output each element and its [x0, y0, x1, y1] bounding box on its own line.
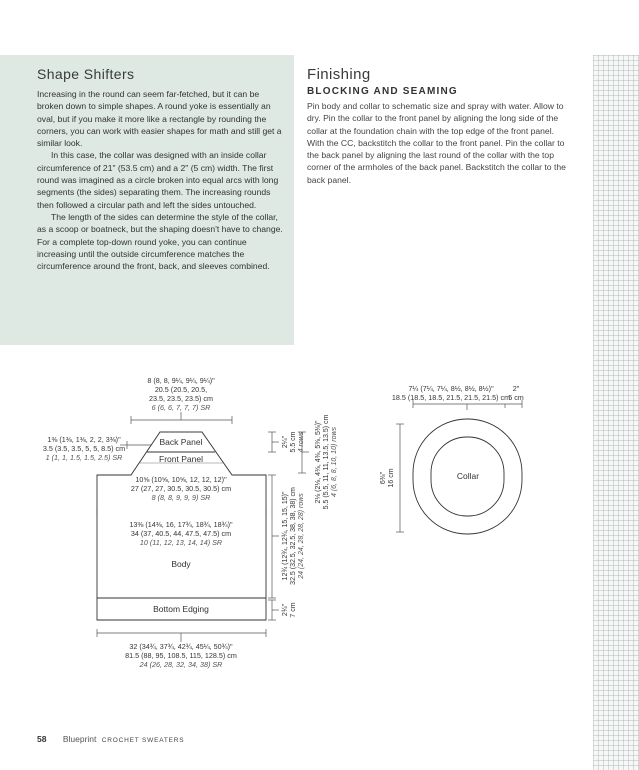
sidebar-body — [37, 88, 287, 272]
shoulder-line: 3.5 (3.5, 3.5, 5, 5, 8.5) cm — [42, 444, 126, 453]
section-body: Pin body and collar to schematic size and spray with water. Allow to dry. Pin the collar to the front panel by aligning the long side of the collar at the foundation chain with the top edge of the front panel. With the CC, backstitch the collar to the front panel. Pin the collar to the back panel by aligning the last round of the collar with the top corner of the armholes of the back panel. Backstitch the collar to the back panel. — [307, 101, 566, 185]
collar-band-line: 2" — [512, 384, 520, 393]
section-title: Finishing — [307, 66, 371, 83]
collar-width-line: 7¼ (7¼, 7¼, 8½, 8½, 8½)" — [408, 384, 494, 393]
hem-width-line: 32 (34¾, 37¾, 42¾, 45¼, 50¾)" — [129, 642, 233, 651]
body-length-line: 24 (24, 24, 28, 28, 28) rows — [298, 493, 305, 579]
collar-height-line: 16 cm — [388, 468, 395, 488]
top-width-line: 23.5, 23.5, 23.5) cm — [149, 394, 213, 403]
collar-height-line: 6⅜" — [380, 471, 387, 485]
book-subtitle: CROCHET SWEATERS — [101, 737, 185, 744]
chest-width-line: 10⅝ (10⅝, 10⅝, 12, 12, 12)" — [135, 475, 227, 484]
page-number: 58 — [37, 734, 47, 744]
body-length-line: 32.5 (32.5, 32.5, 38, 38, 38) cm — [290, 487, 297, 585]
back-panel-label: Back Panel — [159, 437, 203, 447]
bottom-edging-label: Bottom Edging — [153, 604, 209, 614]
edging-depth-line: 2¾" — [282, 603, 289, 617]
body-length-line: 12¾ (12¾, 12¾, 15, 15, 15)" — [282, 491, 289, 581]
chest-width-line: 27 (27, 27, 30.5, 30.5, 30.5) cm — [130, 484, 232, 493]
body-width-line: 10 (11, 12, 13, 14, 14) SR — [139, 538, 223, 547]
armhole-depth-line: 2⅛ (2⅛, 4⅜, 4⅜, 5⅜, 5⅜)" — [315, 420, 322, 504]
page-footer — [37, 734, 184, 744]
body-width-line: 13⅜ (14⅜, 16, 17¾, 18¾, 18¾)" — [129, 520, 233, 529]
sidebar-title: Shape Shifters — [37, 66, 135, 82]
collar-label: Collar — [456, 471, 480, 481]
sidebar-paragraph: Increasing in the round can seem far-fetched, but it can be broken down to simple shapes. A round yoke is essentially an oval, but if you make it more like a rectangle by rounding the corners, you can work with easier shapes for math and still get a similar look. — [37, 89, 282, 149]
collar-band-line: 5 cm — [508, 393, 524, 402]
sidebar-paragraph: The length of the sides can determine the style of the collar, as a scoop or boatneck, but the shaping doesn't have to change. For a complete top-down round yoke, you can continue increasing until the outside circumference matches the circumference around the front, back, and sleeves combined. — [37, 211, 283, 272]
section-subtitle: BLOCKING AND SEAMING — [307, 86, 458, 97]
sidebar-paragraph: In this case, the collar was designed with an inside collar circumference of 21" (53.5 cm) and a 2" (5 cm) width. The first round was imagined as a circle broken into equal arcs with long segments (the sides) separating them. The increasing rounds then followed a circular path and left the sides untouched. — [37, 150, 279, 210]
shoulder-line: 1 (1, 1, 1.5, 1.5, 2.5) SR — [45, 453, 123, 462]
top-width-line: 20.5 (20.5, 20.5, — [154, 385, 208, 394]
edging-depth-line: 7 cm — [290, 602, 297, 618]
armhole-depth-line: 4 (6, 8, 8, 10, 10) rows — [331, 426, 338, 498]
front-panel-label: Front Panel — [159, 454, 203, 464]
hem-width-line: 24 (26, 28, 32, 34, 38) SR — [139, 660, 223, 669]
graph-paper-strip — [593, 0, 639, 770]
schematic-diagram — [0, 360, 593, 670]
book-title: Blueprint — [62, 734, 97, 744]
neck-depth-line: 5.5 cm — [290, 431, 297, 453]
body-label: Body — [171, 559, 191, 569]
top-width-line: 8 (8, 8, 9¼, 9¼, 9¼)" — [147, 376, 215, 385]
armhole-depth-line: 5.5 (5.5, 11, 11, 13.5, 13.5) cm — [323, 414, 330, 510]
top-width-line: 6 (6, 6, 7, 7, 7) SR — [151, 403, 211, 412]
neck-depth-line: 4 rows — [298, 431, 305, 453]
hem-width-line: 81.5 (88, 95, 108.5, 115, 128.5) cm — [125, 651, 237, 660]
chest-width-line: 8 (8, 8, 9, 9, 9) SR — [151, 493, 211, 502]
body-width-line: 34 (37, 40.5, 44, 47.5, 47.5) cm — [130, 529, 232, 538]
shoulder-line: 1⅜ (1⅜, 1⅜, 2, 2, 3⅜)" — [47, 435, 121, 444]
neck-depth-line: 2¼" — [282, 435, 289, 449]
collar-width-line: 18.5 (18.5, 18.5, 21.5, 21.5, 21.5) cm — [391, 393, 511, 402]
